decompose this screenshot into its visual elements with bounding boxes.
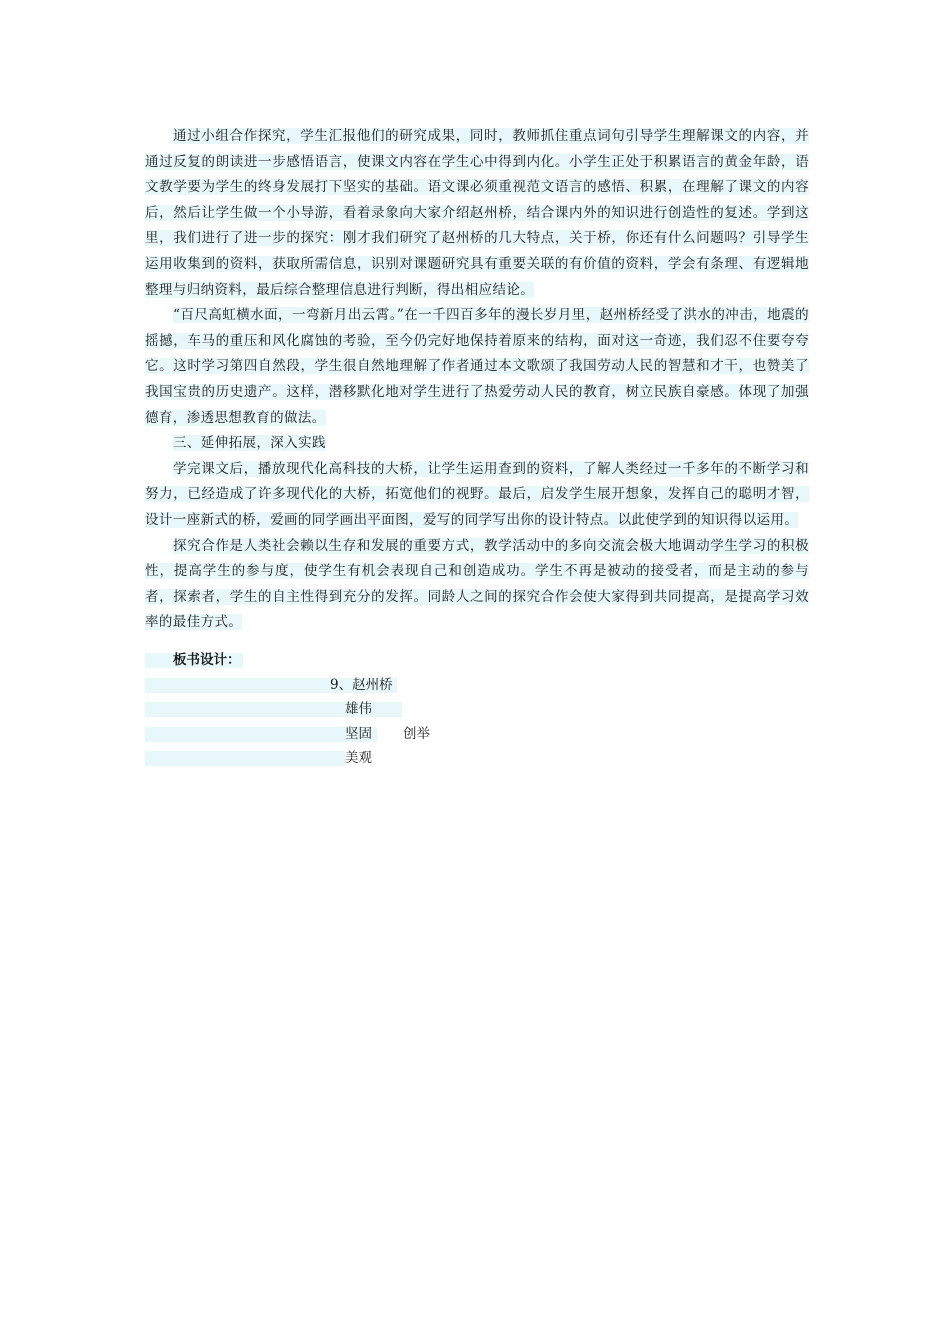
board-design xyxy=(145,648,545,771)
board-title: 9、赵州桥 xyxy=(330,676,393,693)
paragraph-3-text: 学完课文后，播放现代化高科技的大桥，让学生运用查到的资料，了解人类经过一千多年的不断学习和努力，已经造成了许多现代化的大桥，拓宽他们的视野。最后，启发学生展开想象，发挥自己的聪明才智，设计一座新式的桥，爱画的同学画出平面图，爱写的同学写出你的设计特点。以此使学到的知识得以运用。 xyxy=(145,460,809,528)
paragraph-2 xyxy=(145,303,809,431)
paragraph-1-text: 通过小组合作探究，学生汇报他们的研究成果，同时，教师抓住重点词句引导学生理解课文的内容，并通过反复的朗读进一步感悟语言，使课文内容在学生心中得到内化。小学生正处于积累语言的黄金年龄，语文教学要为学生的终身发展打下坚实的基础。语文课必须重视范文语言的感悟、积累，在理解了课文的内容后，然后让学生做一个小导游，看着录象向大家介绍赵州桥，结合课内外的知识进行创造性的复述。学到这里，我们进行了进一步的探究：刚才我们研究了赵州桥的几大特点，关于桥，你还有什么问题吗？引导学生运用收集到的资料，获取所需信息，识别对课题研究具有重要关联的有价值的资料，学会有条理、有逻辑地整理与归纳资料，最后综合整理信息进行判断，得出相应结论。 xyxy=(145,128,809,298)
paragraph-4-text: 探究合作是人类社会赖以生存和发展的重要方式，教学活动中的多向交流会极大地调动学生学习的积极性，提高学生的参与度，使学生有机会表现自己和创造成功。学生不再是被动的接受者，而是主动的参与者，探索者，学生的自主性得到充分的发挥。同龄人之间的探究合作会使大家得到共同提高，是提高学习效率的最佳方式。 xyxy=(145,537,809,631)
highlight-bar xyxy=(145,751,345,766)
highlight-bar xyxy=(145,727,377,742)
board-item-2: 坚固 xyxy=(345,725,372,742)
paragraph-4 xyxy=(145,534,809,636)
board-heading-row xyxy=(145,648,545,673)
board-heading: 板书设计： xyxy=(173,652,241,668)
paragraph-2-text: “百尺高虹横水面，一弯新月出云霄。”在一千四百多年的漫长岁月里，赵州桥经受了洪水的冲击，地震的摇撼，车马的重压和风化腐蚀的考验，至今仍完好地保持着原来的结构，面对这一奇迹，我们忍不住要夸夸它。这时学习第四自然段，学生很自然地理解了作者通过本文歌颂了我国劳动人民的智慧和才干，也赞美了我国宝贵的历史遗产。这样，潜移默化地对学生进行了热爱劳动人民的教育，树立民族自豪感。体现了加强德育，渗透思想教育的做法。 xyxy=(145,307,809,426)
body-text xyxy=(145,124,809,636)
board-row-3 xyxy=(145,746,545,771)
board-row-2 xyxy=(145,722,545,747)
board-item-2-side: 创举 xyxy=(403,725,430,742)
board-item-3: 美观 xyxy=(345,750,372,767)
section-heading-text: 三、延伸拓展，深入实践 xyxy=(173,435,326,452)
paragraph-3 xyxy=(145,457,809,534)
board-row-1 xyxy=(145,697,545,722)
board-title-row xyxy=(145,673,545,698)
paragraph-1 xyxy=(145,124,809,303)
board-item-1: 雄伟 xyxy=(345,701,372,718)
section-heading xyxy=(145,431,809,457)
